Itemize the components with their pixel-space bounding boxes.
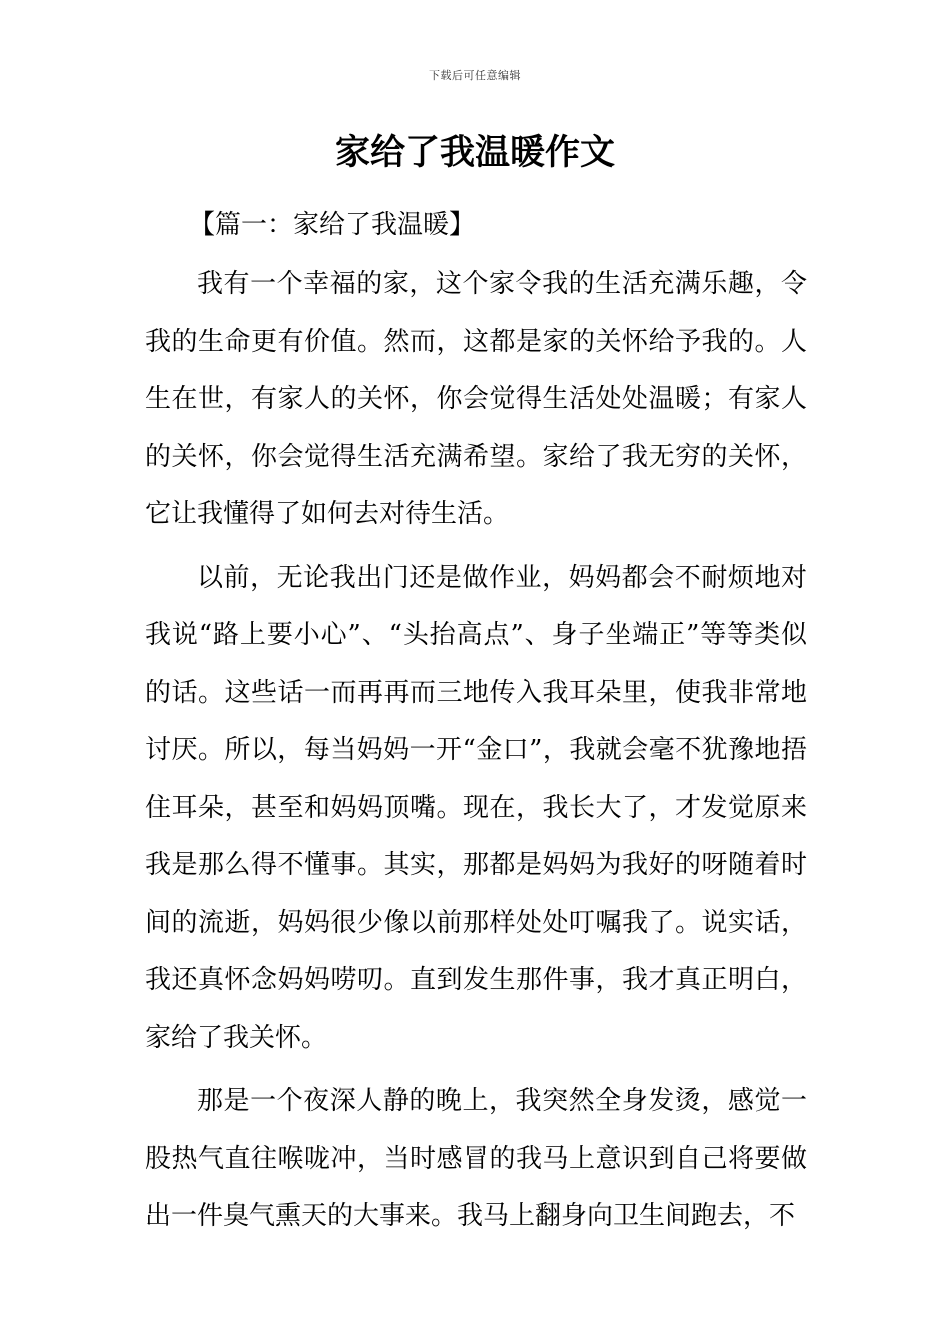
document-body	[145, 200, 807, 1246]
paragraph-1: 我有一个幸福的家，这个家令我的生活充满乐趣，令我的生命更有价值。然而，这都是家的关怀给予我的。人生在世，有家人的关怀，你会觉得生活处处温暖；有家人的关怀，你会觉得生活充满希望。家给了我无穷的关怀，它让我懂得了如何去对待生活。	[145, 269, 807, 529]
header-note: 下载后可任意编辑	[429, 69, 521, 82]
paragraph-2: 以前，无论我出门还是做作业，妈妈都会不耐烦地对我说“路上要小心”、“头抬高点”、身子坐端正”等等类似的话。这些话一而再再而三地传入我耳朵里，使我非常地讨厌。所以，每当妈妈一开“金口”，我就会毫不犹豫地捂住耳朵，甚至和妈妈顶嘴。现在，我长大了，才发觉原来我是那么得不懂事。其实，那都是妈妈为我好的呀随着时间的流逝，妈妈很少像以前那样处处叮嘱我了。说实话，我还真怀念妈妈唠叨。直到发生那件事，我才真正明白，家给了我关怀。	[145, 562, 807, 1053]
paragraph-3: 那是一个夜深人静的晚上，我突然全身发烫，感觉一股热气直往喉咙冲，当时感冒的我马上意识到自己将要做出一件臭气熏天的大事来。我马上翻身向卫生间跑去，不	[145, 1086, 807, 1231]
document-title: 家给了我温暖作文	[334, 133, 615, 173]
section-title: 【篇一：家给了我温暖】	[189, 210, 476, 240]
